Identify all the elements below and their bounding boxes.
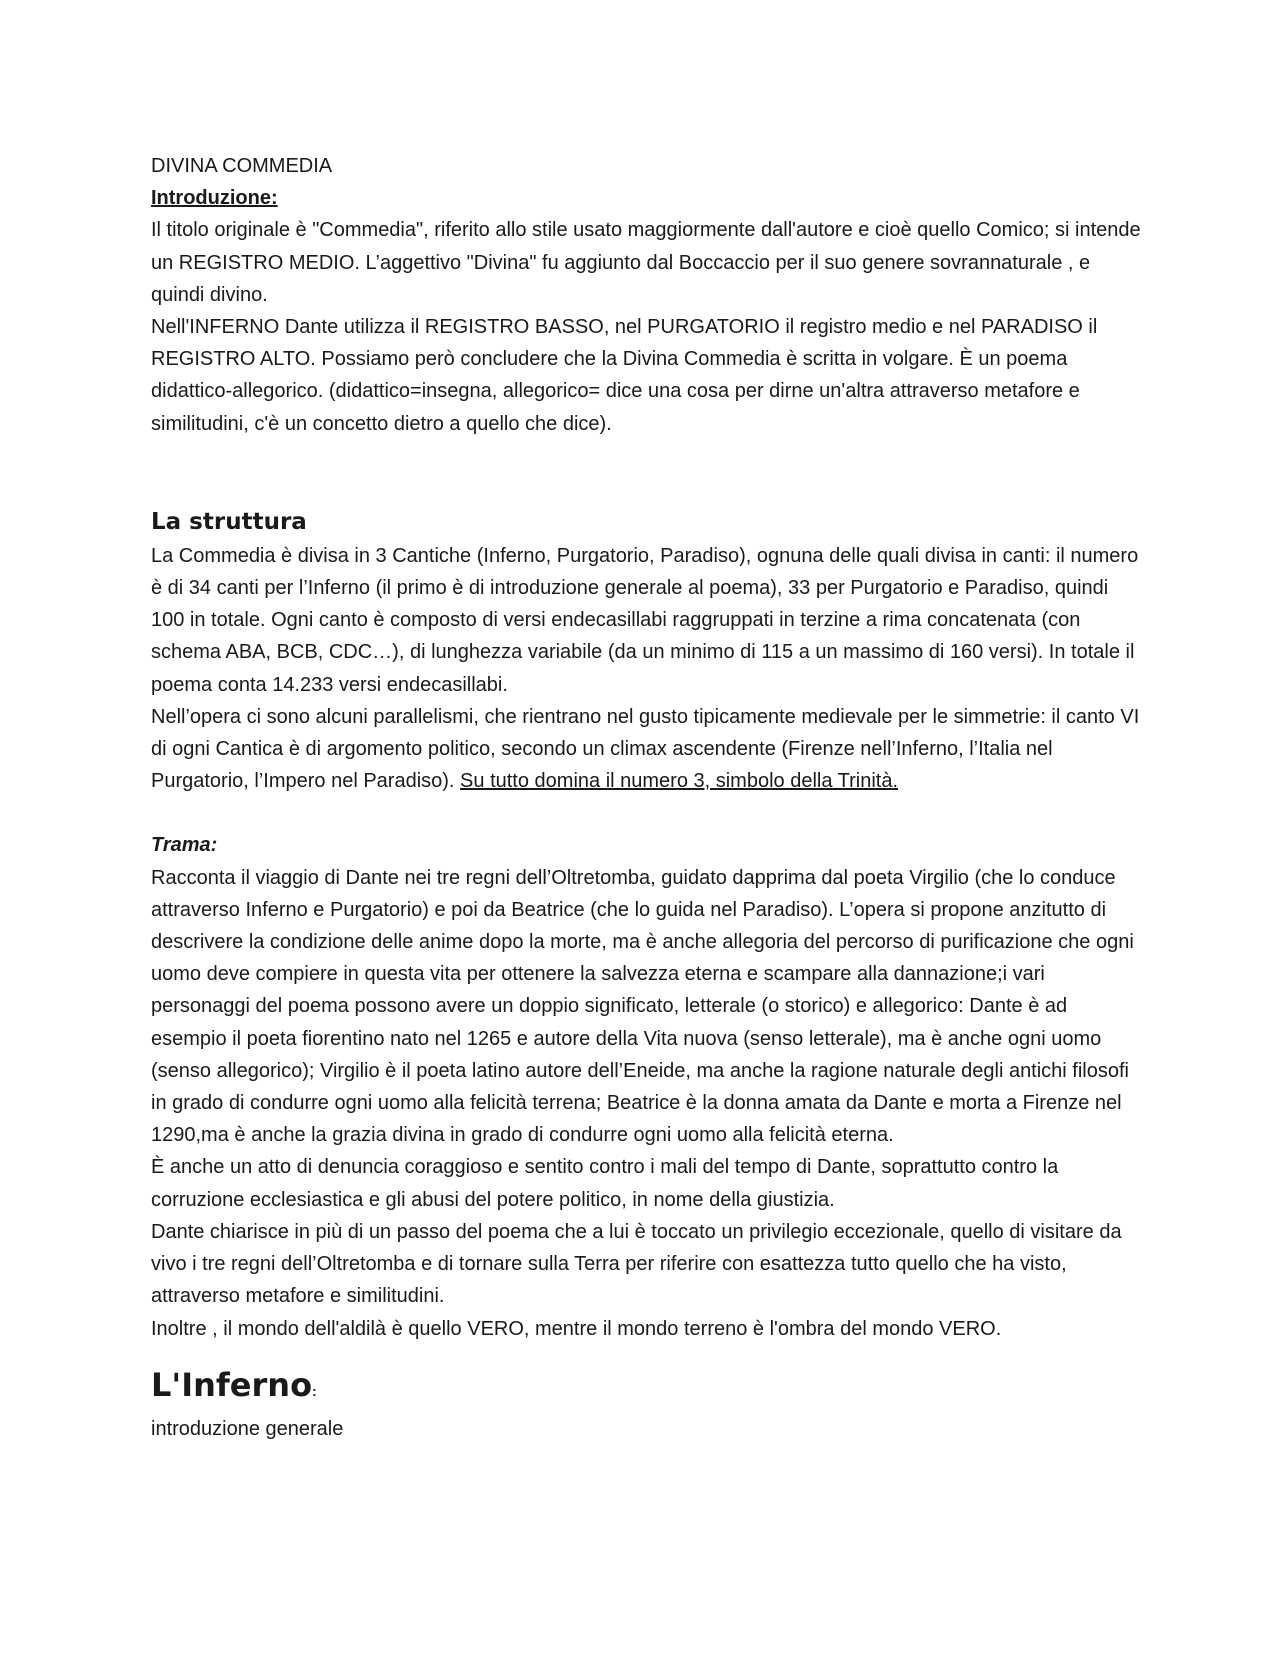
- structure-paragraph-text: Nell’opera ci sono alcuni parallelismi, che rientrano nel gusto tipicamente medievale per le simmetrie: il canto VI di ogni Cantica è di argomento politico, secondo un climax ascendente (Firenze nell’Inferno, l’Italia nel Purgatorio, l’Impero nel Paradiso).: [151, 705, 1140, 793]
- structure-paragraph: [151, 701, 1141, 798]
- inferno-subtitle: introduzione generale: [151, 1417, 344, 1440]
- spacer: [151, 440, 1141, 504]
- spacer: [151, 797, 1141, 829]
- structure-heading: La struttura: [151, 508, 307, 535]
- plot-heading: Trama:: [151, 834, 218, 857]
- plot-paragraph: Inoltre , il mondo dell'aldilà è quello VERO, mentre il mondo terreno è l'ombra del mondo VERO.: [151, 1317, 1002, 1340]
- inferno-heading-colon: :: [312, 1382, 317, 1399]
- plot-paragraph: Racconta il viaggio di Dante nei tre regni dell’Oltretomba, guidato dapprima dal poeta Virgilio (che lo conduce attraverso Inferno e Purgatorio) e poi da Beatrice (che lo guida nel Paradiso). L’opera si propone anzitutto di descrivere la condizione delle anime dopo la morte, ma è anche allegoria del percorso di purificazione che ogni uomo deve compiere in questa vita per ottenere la salvezza eterna e scampare alla dannazione;i vari personaggi del poema possono avere un doppio significato, letterale (o storico) e allegorico: Dante è ad esempio il poeta fiorentino nato nel 1265 e autore della Vita nuova (senso letterale), ma è anche ogni uomo (senso allegorico); Virgilio è il poeta latino autore dell’Eneide, ma anche la ragione naturale degli antichi filosofi in grado di condurre ogni uomo alla felicità terrena; Beatrice è la donna amata da Dante e morta a Firenze nel 1290,ma è anche la grazia divina in grado di condurre ogni uomo alla felicità eterna.: [151, 866, 1134, 1147]
- intro-paragraph: Il titolo originale è "Commedia", riferito allo stile usato maggiormente dall'autore e cioè quello Comico; si intende un REGISTRO MEDIO. L’aggettivo "Divina" fu aggiunto dal Boccaccio per il suo genere sovrannaturale , e quindi divino.: [151, 219, 1141, 306]
- document-page: [151, 150, 1141, 1445]
- inferno-heading: [151, 1363, 1141, 1413]
- inferno-heading-title: L'Inferno: [151, 1365, 313, 1404]
- trinity-underlined-text: Su tutto domina il numero 3, simbolo della Trinità.: [460, 770, 899, 793]
- intro-heading: Introduzione:: [151, 187, 278, 210]
- document-title: DIVINA COMMEDIA: [151, 155, 333, 177]
- plot-paragraph: Dante chiarisce in più di un passo del poema che a lui è toccato un privilegio eccezionale, quello di visitare da vivo i tre regni dell’Oltretomba e di tornare sulla Terra per riferire con esattezza tutto quello che ha visto, attraverso metafore e similitudini.: [151, 1220, 1122, 1308]
- intro-paragraph: Nell'INFERNO Dante utilizza il REGISTRO BASSO, nel PURGATORIO il registro medio e nel PARADISO il REGISTRO ALTO. Possiamo però concludere che la Divina Commedia è scritta in volgare. È un poema didattico-allegorico. (didattico=insegna, allegorico= dice una cosa per dirne un'altra attraverso metafore e similitudini, c'è un concetto dietro a quello che dice).: [151, 316, 1098, 435]
- structure-paragraph: La Commedia è divisa in 3 Cantiche (Inferno, Purgatorio, Paradiso), ognuna delle quali divisa in canti: il numero è di 34 canti per l’Inferno (il primo è di introduzione generale al poema), 33 per Purgatorio e Paradiso, quindi 100 in totale. Ogni canto è composto di versi endecasillabi raggruppati in terzine a rima concatenata (con schema ABA, BCB, CDC…), di lunghezza variabile (da un minimo di 115 a un massimo di 160 versi). In totale il poema conta 14.233 versi endecasillabi.: [151, 544, 1139, 696]
- plot-paragraph: È anche un atto di denuncia coraggioso e sentito contro i mali del tempo di Dante, soprattutto contro la corruzione ecclesiastica e gli abusi del potere politico, in nome della giustizia.: [151, 1156, 1059, 1211]
